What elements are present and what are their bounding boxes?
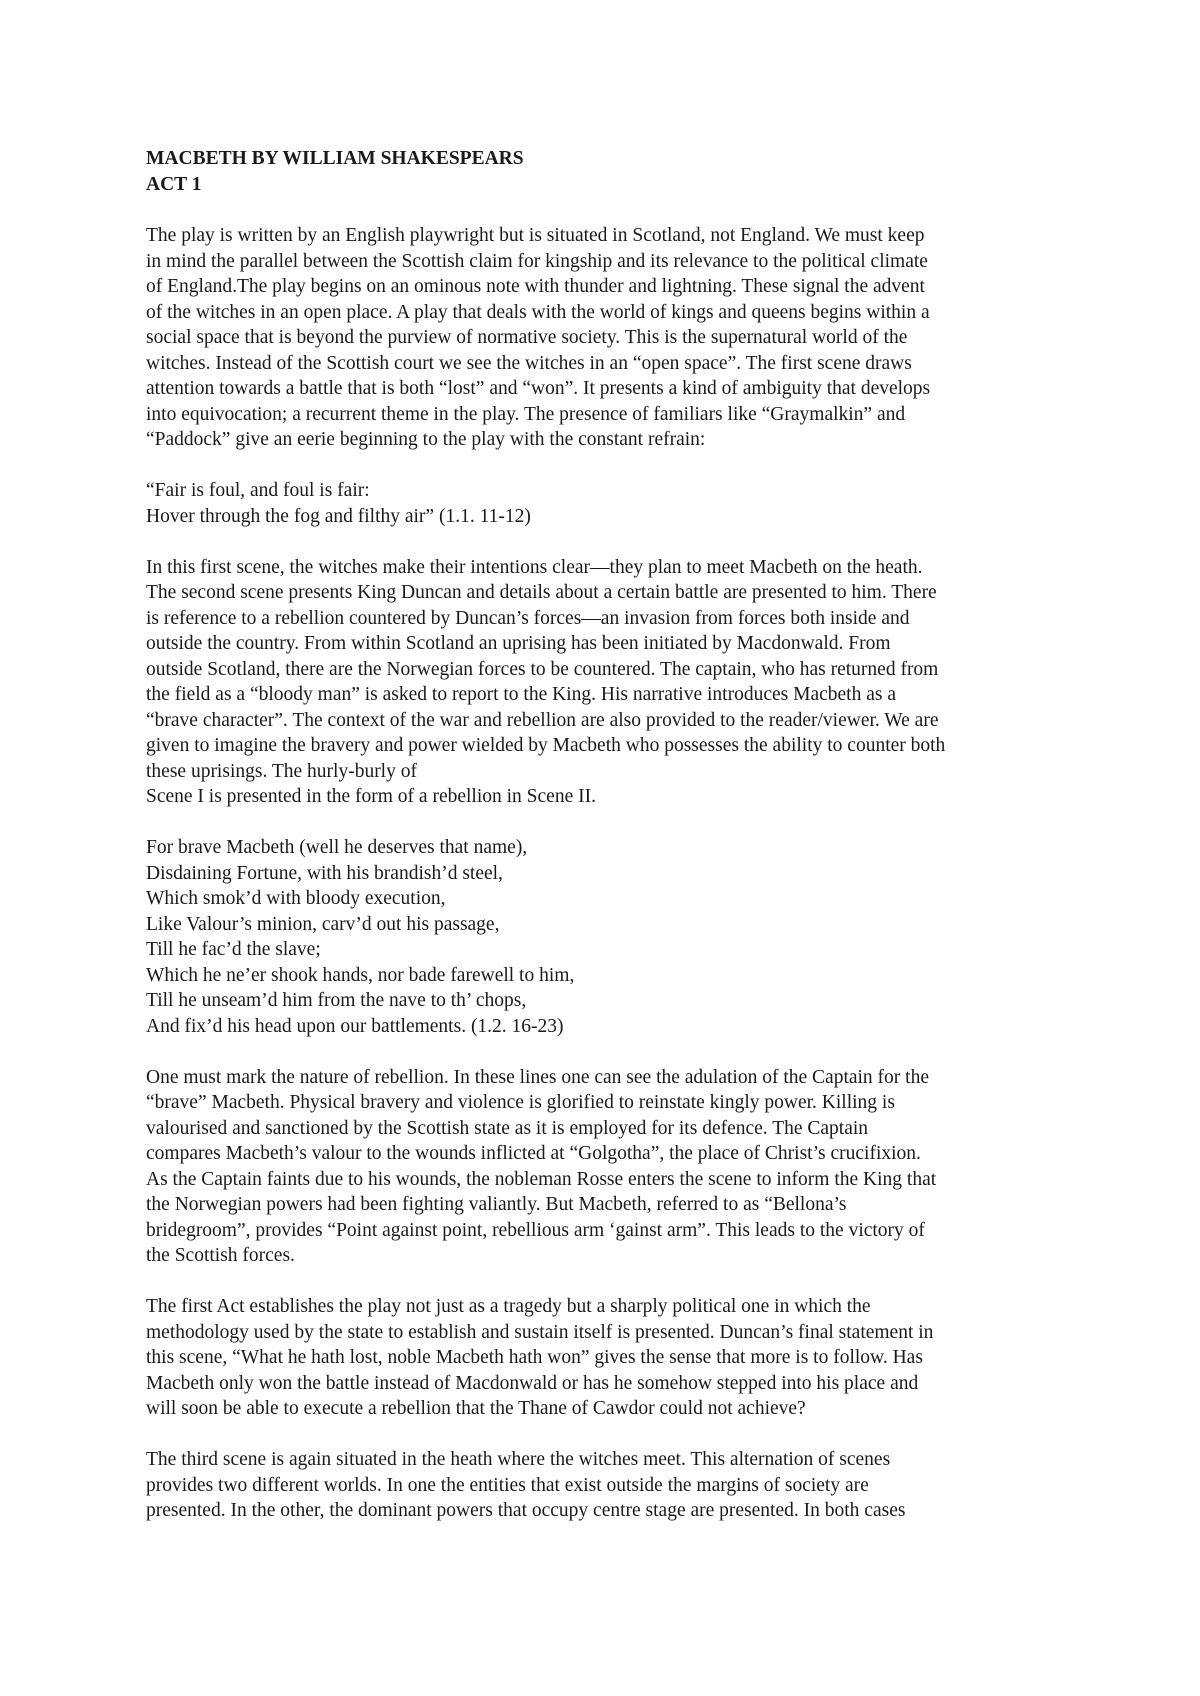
text-line: of England.The play begins on an ominous note with thunder and lightning. These signal the advent xyxy=(146,276,925,297)
text-line: provides two different worlds. In one the entities that exist outside the margins of society are xyxy=(146,1474,869,1496)
text-line: the Norwegian powers had been fighting valiantly. But Macbeth, referred to as “Bellona’s xyxy=(146,1194,847,1215)
text-line: “brave” Macbeth. Physical bravery and violence is glorified to reinstate kingly power. Killing is xyxy=(146,1092,895,1113)
text-line: these uprisings. The hurly-burly of xyxy=(146,760,417,782)
verse-line: “Fair is foul, and foul is fair: xyxy=(146,480,370,501)
paragraph xyxy=(146,1447,1066,1524)
document-subtitle: ACT 1 xyxy=(146,174,202,195)
text-line: outside the country. From within Scotland an uprising has been initiated by Macdonwald. From xyxy=(146,633,891,654)
text-line: The second scene presents King Duncan and details about a certain battle are presented to him. There xyxy=(146,582,937,603)
text-line: outside Scotland, there are the Norwegian forces to be countered. The captain, who has returned from xyxy=(146,658,939,680)
verse-line: Till he fac’d the slave; xyxy=(146,939,321,960)
text-line: The third scene is again situated in the heath where the witches meet. This alternation of scenes xyxy=(146,1449,891,1470)
text-line: The play is written by an English playwright but is situated in Scotland, not England. We must keep xyxy=(146,225,925,246)
paragraph xyxy=(146,1294,1066,1422)
text-line: valourised and sanctioned by the Scottish state as it is employed for its defence. The Captain xyxy=(146,1117,869,1139)
text-line: the Scottish forces. xyxy=(146,1245,295,1266)
paragraph xyxy=(146,555,1066,810)
quotation-block xyxy=(146,835,1066,1039)
text-line: the field as a “bloody man” is asked to report to the King. His narrative introduces Macbeth as a xyxy=(146,684,896,705)
text-line: this scene, “What he hath lost, noble Macbeth hath won” gives the sense that more is to follow. Has xyxy=(146,1347,923,1368)
text-line: “Paddock” give an eerie beginning to the play with the constant refrain: xyxy=(146,429,706,450)
verse-line: Hover through the fog and filthy air” (1.1. 11-12) xyxy=(146,505,531,527)
paragraph xyxy=(146,1065,1066,1269)
text-line: The first Act establishes the play not just as a tragedy but a sharply political one in which the xyxy=(146,1296,871,1317)
text-line: will soon be able to execute a rebellion that the Thane of Cawdor could not achieve? xyxy=(146,1398,806,1419)
text-line: Scene I is presented in the form of a rebellion in Scene II. xyxy=(146,786,596,807)
text-line: Macbeth only won the battle instead of Macdonwald or has he somehow stepped into his place and xyxy=(146,1372,919,1394)
quotation-block xyxy=(146,478,1066,529)
paragraph xyxy=(146,223,1066,453)
document-page xyxy=(146,146,1066,1549)
verse-line: Which he ne’er shook hands, nor bade farewell to him, xyxy=(146,964,575,986)
text-line: is reference to a rebellion countered by Duncan’s forces—an invasion from forces both inside and xyxy=(146,607,910,629)
title-block xyxy=(146,146,1066,198)
text-line: compares Macbeth’s valour to the wounds inflicted at “Golgotha”, the place of Christ’s crucifixion. xyxy=(146,1143,921,1164)
verse-line: Till he unseam’d him from the nave to th’ chops, xyxy=(146,990,527,1011)
text-line: “brave character”. The context of the war and rebellion are also provided to the reader/viewer. We are xyxy=(146,709,939,731)
document-title: MACBETH BY WILLIAM SHAKESPEARS xyxy=(146,148,524,169)
text-line: methodology used by the state to establish and sustain itself is presented. Duncan’s final statement in xyxy=(146,1321,934,1343)
text-line: One must mark the nature of rebellion. In these lines one can see the adulation of the Captain for the xyxy=(146,1066,929,1088)
text-line: bridegroom”, provides “Point against point, rebellious arm ‘gainst arm”. This leads to the victory of xyxy=(146,1219,925,1241)
text-line: witches. Instead of the Scottish court we see the witches in an “open space”. The first scene draws xyxy=(146,352,912,374)
verse-line: Which smok’d with bloody execution, xyxy=(146,888,446,909)
text-line: As the Captain faints due to his wounds, the nobleman Rosse enters the scene to inform the King that xyxy=(146,1168,937,1190)
text-line: social space that is beyond the purview of normative society. This is the supernatural world of the xyxy=(146,327,908,348)
verse-line: And fix’d his head upon our battlements. (1.2. 16-23) xyxy=(146,1015,564,1037)
document-body xyxy=(146,223,1066,1524)
text-line: In this first scene, the witches make their intentions clear—they plan to meet Macbeth on the heath. xyxy=(146,556,923,578)
text-line: of the witches in an open place. A play that deals with the world of kings and queens begins within a xyxy=(146,301,930,323)
text-line: presented. In the other, the dominant powers that occupy centre stage are presented. In both cases xyxy=(146,1500,906,1521)
text-line: into equivocation; a recurrent theme in the play. The presence of familiars like “Graymalkin” and xyxy=(146,403,906,425)
text-line: in mind the parallel between the Scottish claim for kingship and its relevance to the political climate xyxy=(146,250,928,272)
text-line: attention towards a battle that is both “lost” and “won”. It presents a kind of ambiguity that develops xyxy=(146,378,931,399)
verse-line: For brave Macbeth (well he deserves that name), xyxy=(146,837,528,858)
text-line: given to imagine the bravery and power wielded by Macbeth who possesses the ability to counter both xyxy=(146,735,946,756)
verse-line: Like Valour’s minion, carv’d out his passage, xyxy=(146,913,500,935)
verse-line: Disdaining Fortune, with his brandish’d steel, xyxy=(146,862,503,884)
